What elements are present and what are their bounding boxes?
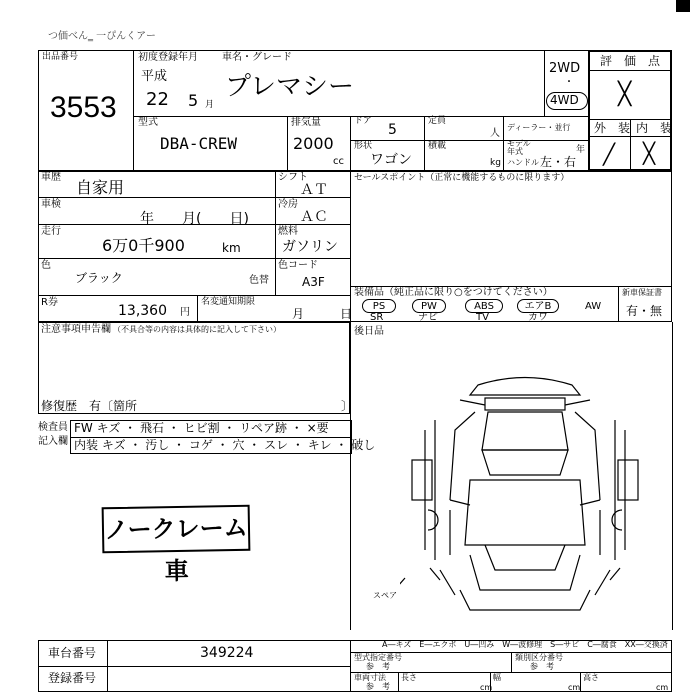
vehicle-dim-label: 車両寸法	[354, 673, 386, 682]
doors-value: 5	[388, 122, 397, 138]
displacement-unit: cc	[333, 156, 344, 167]
registration-label: 登録番号	[48, 671, 97, 685]
height-label: 高さ	[583, 673, 599, 682]
fuel-value: ガソリン	[282, 239, 338, 255]
equip-abs: ABS	[474, 301, 494, 312]
shape-label: 形状	[354, 141, 373, 151]
height-unit: cm	[656, 683, 669, 692]
inspector-row-2: 内装 キズ ・ 汚し ・ コゲ ・ 穴 ・ スレ ・ キレ ・ 破し	[74, 438, 376, 452]
inspection-label: 車検	[41, 199, 61, 210]
equip-airbag-pill	[517, 299, 559, 313]
interior-mark: ╳	[643, 141, 656, 165]
equip-navi: ナビ	[418, 312, 438, 323]
color-code-value: A3F	[302, 275, 325, 289]
damage-legend: A―キズ E―エクボ U―凹み W―波修理 S―サビ C―腐食 XX―交換済	[382, 640, 668, 649]
equip-leather: カワ	[528, 312, 548, 323]
mileage-label: 走行	[41, 226, 61, 237]
car-grade-label: 車名・グレード	[222, 52, 292, 63]
equip-aw: AW	[585, 301, 602, 312]
chassis-label: 車台番号	[48, 646, 97, 660]
name-change-value: 月 日	[292, 307, 353, 321]
shift-value: ＡＴ	[300, 182, 328, 198]
equip-pw: PW	[421, 301, 437, 312]
score-mark: ╳	[618, 82, 632, 107]
car-name: プレマシー	[225, 72, 354, 102]
interior-label: 内 装	[636, 121, 673, 135]
inspector-label-2: 記入欄	[38, 436, 68, 447]
score-label: 評 価 点	[600, 54, 661, 68]
handle-value: 左・右	[540, 155, 577, 169]
displacement-label: 排気量	[291, 117, 321, 128]
era-label: 平成	[141, 69, 168, 84]
lot-number: 3553	[50, 91, 117, 124]
doors-label: ドア	[354, 116, 372, 126]
vehicle-dim-ref: 参 考	[366, 682, 390, 691]
displacement-value: 2000	[293, 134, 334, 153]
class-ref: 参 考	[530, 662, 554, 671]
equip-pw-pill	[412, 299, 446, 313]
handle-label: ハンドル	[507, 158, 539, 167]
lot-label: 出品番号	[42, 52, 79, 62]
repair-close: 〕	[341, 399, 354, 413]
chassis-value: 349224	[200, 645, 254, 661]
capacity-label: 定員	[428, 116, 447, 126]
length-unit: cm	[480, 683, 493, 692]
width-label: 幅	[493, 673, 501, 682]
warranty-label: 新車保証書	[622, 288, 662, 297]
reg-year: 22	[146, 89, 169, 110]
recycle-unit: 円	[180, 307, 190, 318]
equip-abs-pill	[465, 299, 503, 313]
inspector-label-1: 検査員	[38, 422, 68, 433]
name-change-label: 名変通知期限	[201, 297, 256, 307]
no-claim-stamp: ノークレーム車	[102, 505, 251, 554]
drive-dot: ・	[564, 77, 574, 88]
equip-ps: PS	[372, 301, 386, 312]
car-damage-diagram	[400, 370, 650, 630]
type-cert-ref: 参 考	[366, 662, 390, 671]
color-label: 色	[41, 260, 51, 271]
sales-point-label: セールスポイント（正常に機能するものに限ります）	[354, 173, 570, 183]
load-label: 積載	[428, 141, 447, 151]
model-year-label: モデル 年式	[507, 139, 531, 156]
model-value: DBA-CREW	[160, 134, 238, 153]
length-label: 長さ	[401, 673, 417, 682]
drive-2wd: 2WD	[549, 61, 581, 76]
width-unit: cm	[568, 683, 581, 692]
ac-value: ＡＣ	[300, 209, 328, 225]
shape-value: ワゴン	[370, 152, 412, 168]
aftermarket-label: 後日品	[354, 326, 384, 337]
inspector-row-1: FW キズ ・ 飛石 ・ ヒビ割 ・ リペア跡 ・ ×要	[74, 421, 329, 435]
warranty-value: 有・無	[626, 304, 663, 318]
color-code-label: 色コード	[278, 260, 318, 271]
month-unit: 月	[205, 100, 215, 110]
equip-airbag: エアB	[524, 301, 552, 312]
notes-title: 注意事項申告欄	[41, 324, 111, 335]
ac-label: 冷房	[278, 199, 298, 210]
equip-tv: TV	[476, 312, 489, 323]
year-unit: 年	[576, 145, 586, 155]
notes-hint: （不具合等の内容は具体的に記入して下さい）	[113, 325, 281, 334]
equip-ps-pill	[362, 299, 396, 313]
equip-sr: SR	[370, 312, 384, 323]
mileage-value: 6万0千900	[102, 236, 185, 255]
dealer-label: ディーラー・並行	[507, 123, 571, 132]
exterior-mark: ╱	[603, 142, 616, 166]
history-label: 車歴	[41, 172, 61, 183]
equipment-label: 装備品（純正品に限り○をつけてください）	[354, 287, 553, 298]
drive-4wd: 4WD	[550, 93, 579, 107]
inspection-value: 年 月( 日)	[140, 211, 249, 227]
model-label: 型式	[138, 117, 158, 128]
fuel-label: 燃料	[278, 226, 298, 237]
load-unit: kg	[490, 158, 501, 168]
type-cert-label: 型式指定番号	[354, 653, 402, 662]
shift-label: シフト	[278, 172, 308, 183]
color-change-label: 色替	[249, 275, 269, 286]
scribble-text: つ価べん‗ 一ぴんくアー	[48, 31, 156, 42]
corner-mark	[676, 0, 690, 12]
history-value: 自家用	[76, 178, 125, 197]
recycle-label: R券	[41, 297, 58, 308]
spare-label: スペア	[373, 591, 397, 600]
class-label: 類別区分番号	[515, 653, 563, 662]
reg-month: 5	[188, 91, 199, 110]
recycle-value: 13,360	[118, 303, 167, 319]
exterior-label: 外 装	[594, 121, 631, 135]
first-reg-label: 初度登録年月	[138, 52, 198, 63]
color-value: ブラック	[75, 271, 123, 285]
repair-label: 修復歴 有〔箇所	[41, 399, 138, 413]
capacity-unit: 人	[490, 128, 500, 139]
mileage-unit: km	[222, 241, 241, 255]
